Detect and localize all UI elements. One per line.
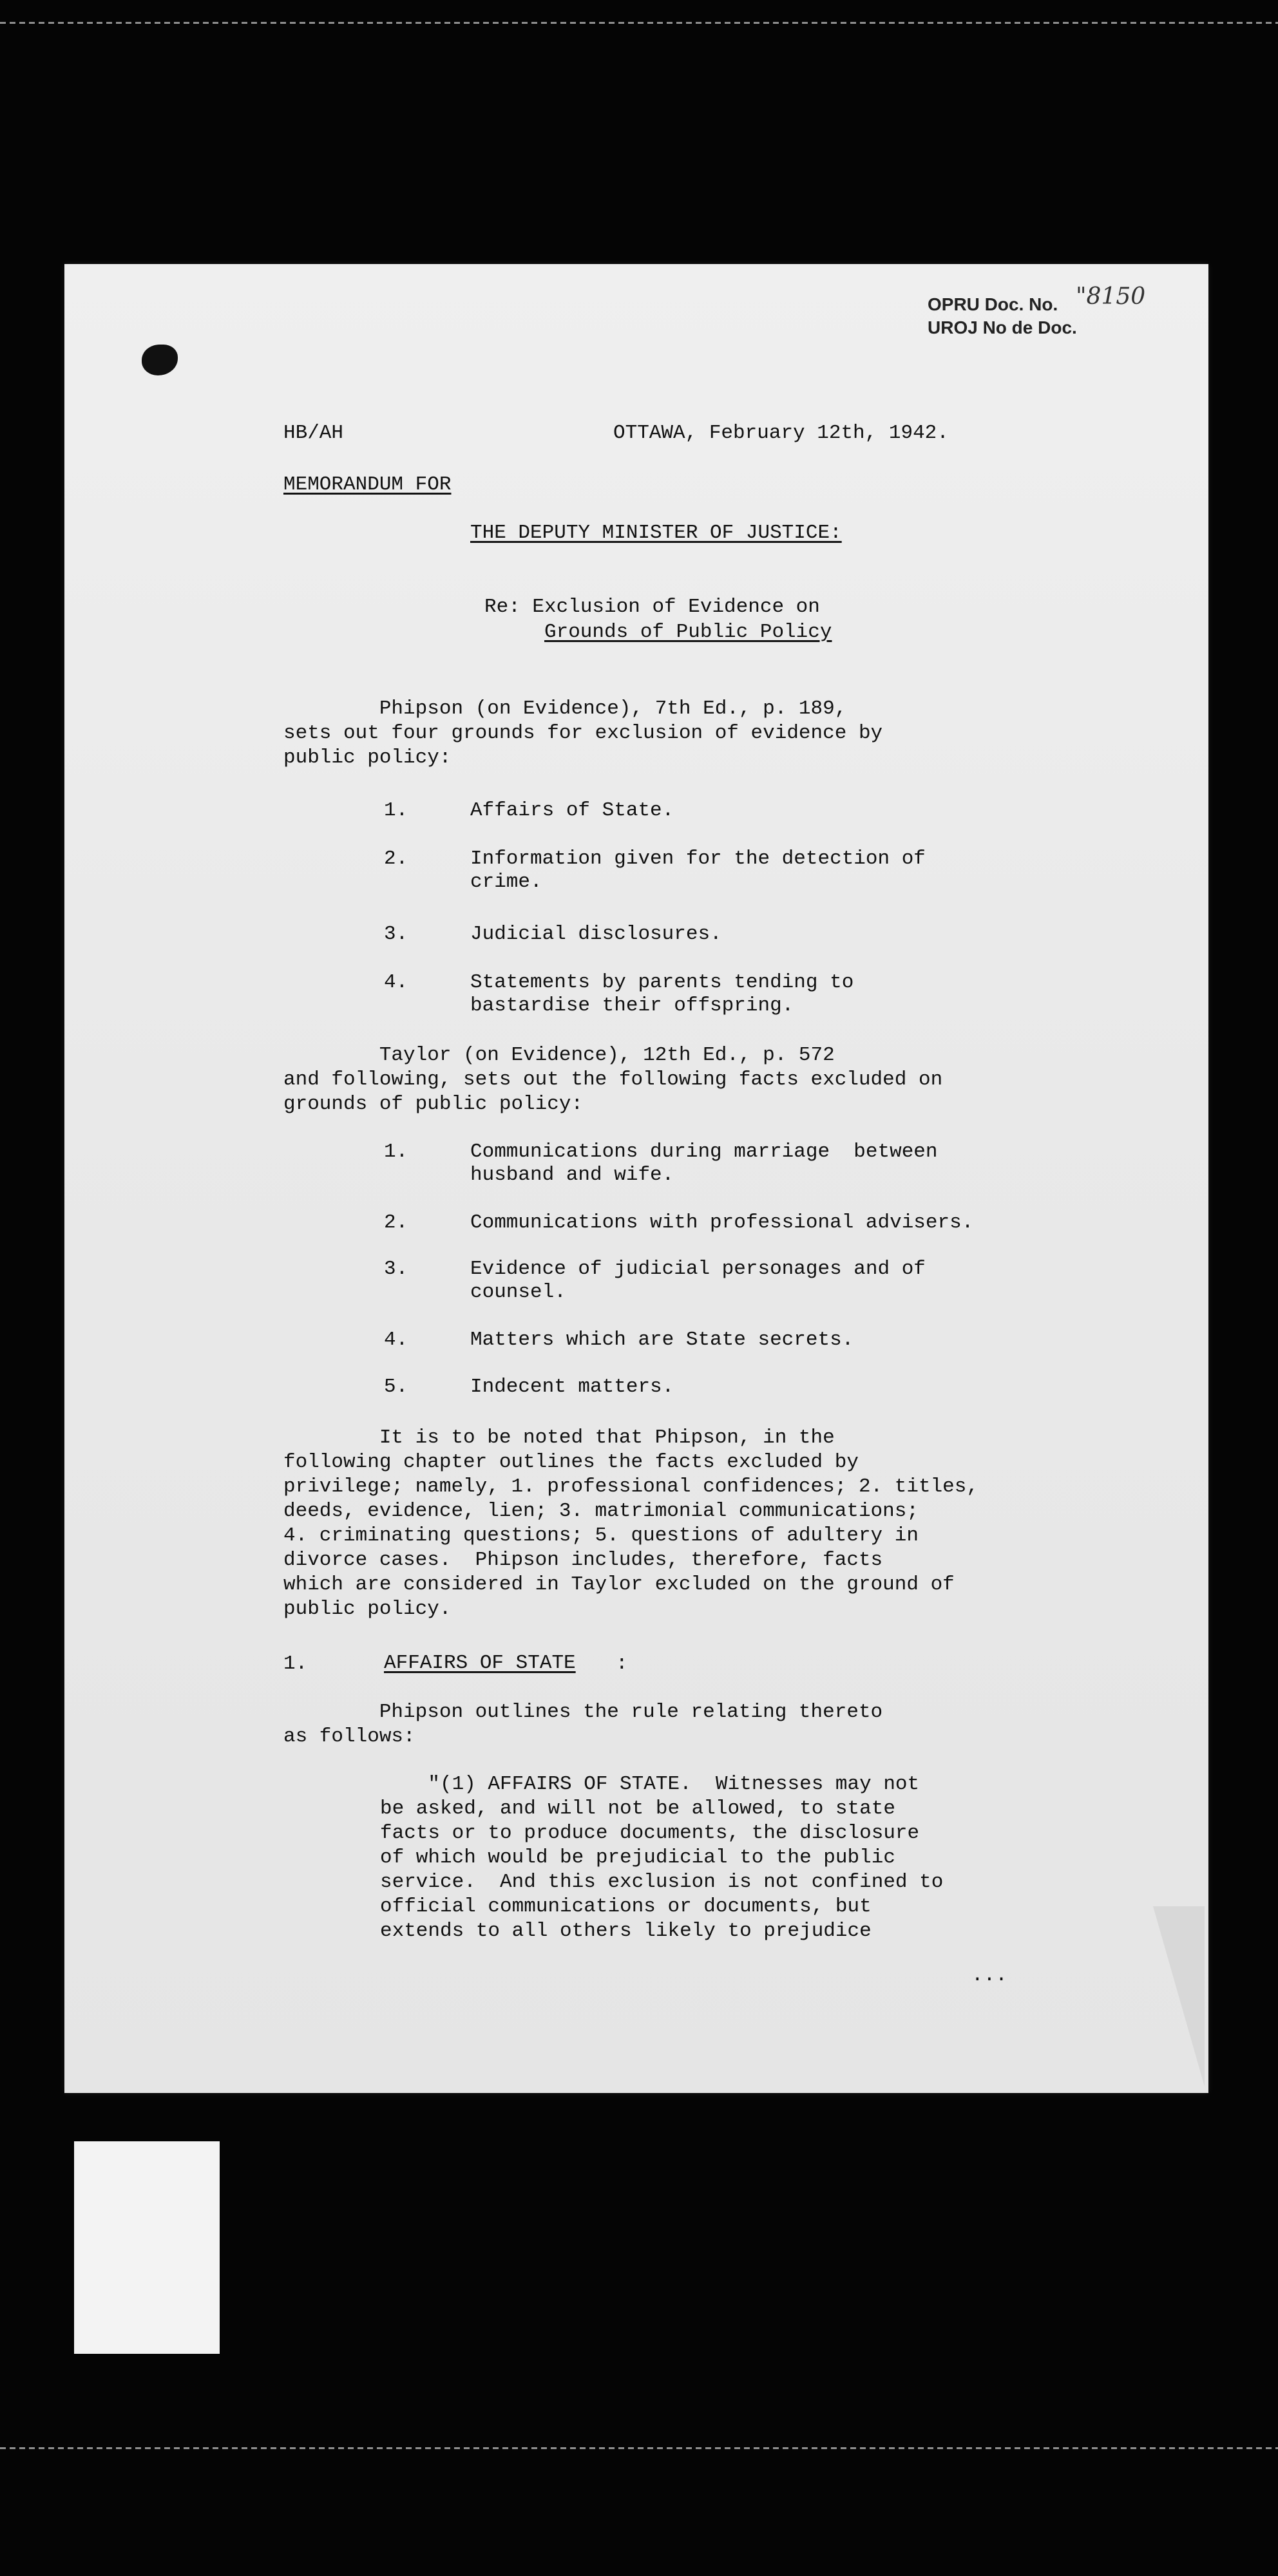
folded-corner xyxy=(1153,1906,1205,2087)
taylor-item-text: Evidence of judicial personages and of xyxy=(470,1258,926,1280)
taylor-item-number: 2. xyxy=(384,1211,408,1234)
phipson-intro-line: public policy: xyxy=(283,746,452,769)
scan-border-top xyxy=(0,22,1278,24)
recipient: THE DEPUTY MINISTER OF JUSTICE: xyxy=(470,522,842,544)
quote-line: service. And this exclusion is not confined to xyxy=(380,1871,944,1893)
taylor-item-text: Matters which are State secrets. xyxy=(470,1329,854,1351)
re-line-1: Re: Exclusion of Evidence on xyxy=(484,596,820,618)
quote-line: official communications or documents, but xyxy=(380,1895,872,1918)
stamp-line-1: OPRU Doc. No. xyxy=(928,294,1058,314)
note-paragraph-line: following chapter outlines the facts excluded by xyxy=(283,1451,859,1473)
phipson-intro-line: sets out four grounds for exclusion of evidence by xyxy=(283,722,883,744)
white-card xyxy=(74,2141,220,2354)
quote-line: be asked, and will not be allowed, to state xyxy=(380,1797,895,1820)
taylor-item-number: 4. xyxy=(384,1329,408,1351)
section-1-number: 1. xyxy=(283,1653,308,1675)
phipson-item-text: Information given for the detection of xyxy=(470,848,926,870)
taylor-intro-line: and following, sets out the following facts excluded on xyxy=(283,1068,943,1091)
taylor-item-text: Communications with professional advisers. xyxy=(470,1211,974,1234)
quote-line: of which would be prejudicial to the public xyxy=(380,1846,895,1869)
scan-border-bottom xyxy=(0,2447,1278,2449)
archive-stamp xyxy=(928,283,1146,339)
note-paragraph-line: public policy. xyxy=(283,1598,452,1620)
quote-line: "(1) AFFAIRS OF STATE. Witnesses may not xyxy=(380,1773,920,1795)
taylor-item-text: husband and wife. xyxy=(470,1164,674,1186)
re-line-2: Grounds of Public Policy xyxy=(544,621,832,643)
phipson-item-text: bastardise their offspring. xyxy=(470,994,794,1017)
memorandum-for: MEMORANDUM FOR xyxy=(283,473,452,496)
taylor-item-text: counsel. xyxy=(470,1281,566,1303)
quote-line: facts or to produce documents, the disclosure xyxy=(380,1822,920,1844)
taylor-item-number: 3. xyxy=(384,1258,408,1280)
note-paragraph-line: which are considered in Taylor excluded on the ground of xyxy=(283,1573,955,1596)
taylor-intro-line: Taylor (on Evidence), 12th Ed., p. 572 xyxy=(283,1044,835,1066)
author-initials: HB/AH xyxy=(283,422,344,444)
phipson-item-number: 1. xyxy=(384,799,408,822)
taylor-item-text: Indecent matters. xyxy=(470,1376,674,1398)
section-1-heading: AFFAIRS OF STATE xyxy=(384,1652,576,1674)
phipson-item-number: 4. xyxy=(384,971,408,994)
taylor-intro-line: grounds of public policy: xyxy=(283,1093,584,1115)
stamp-number: "8150 xyxy=(1076,283,1146,310)
taylor-item-number: 1. xyxy=(384,1141,408,1163)
phipson-item-text: Judicial disclosures. xyxy=(470,923,722,945)
phipson-item-number: 2. xyxy=(384,848,408,870)
note-paragraph-line: deeds, evidence, lien; 3. matrimonial communications; xyxy=(283,1500,919,1522)
note-paragraph-line: It is to be noted that Phipson, in the xyxy=(283,1426,835,1449)
note-paragraph-line: 4. criminating questions; 5. questions of adultery in xyxy=(283,1524,919,1547)
phipson-intro-line: Phipson (on Evidence), 7th Ed., p. 189, xyxy=(283,697,847,720)
dateline: OTTAWA, February 12th, 1942. xyxy=(613,422,949,444)
section-1-colon: : xyxy=(616,1653,628,1675)
taylor-item-number: 5. xyxy=(384,1376,408,1398)
taylor-item-text: Communications during marriage between xyxy=(470,1141,938,1163)
phipson-item-text: Affairs of State. xyxy=(470,799,674,822)
stamp-line-2: UROJ No de Doc. xyxy=(928,317,1077,337)
section-1-intro-line: Phipson outlines the rule relating thereto xyxy=(283,1701,883,1723)
note-paragraph-line: privilege; namely, 1. professional confidences; 2. titles, xyxy=(283,1475,978,1498)
phipson-item-number: 3. xyxy=(384,923,408,945)
phipson-item-text: Statements by parents tending to xyxy=(470,971,854,994)
note-paragraph-line: divorce cases. Phipson includes, therefore, facts xyxy=(283,1549,883,1571)
quote-line: extends to all others likely to prejudice xyxy=(380,1920,872,1942)
section-1-intro-line: as follows: xyxy=(283,1725,415,1748)
continuation-dots: ... xyxy=(971,1964,1007,1987)
phipson-item-text: crime. xyxy=(470,871,542,893)
